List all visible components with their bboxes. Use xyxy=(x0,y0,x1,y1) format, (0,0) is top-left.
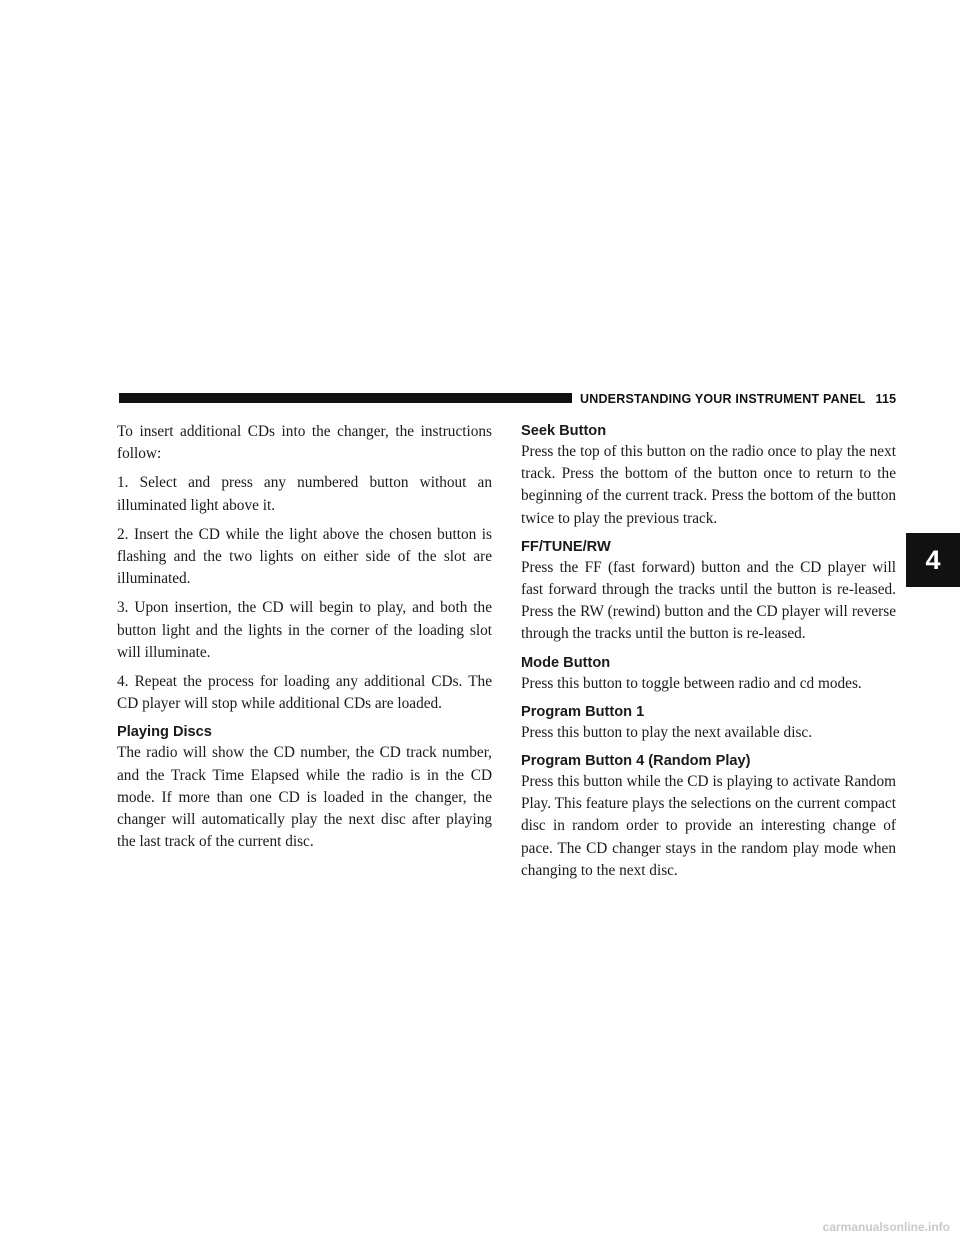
heading-playing-discs: Playing Discs xyxy=(117,724,212,741)
step-3: 3. Upon insertion, the CD will begin to play, and both the button light and the lights in the corner of the loading slot will illuminate. xyxy=(117,599,492,661)
seek-button-body: Press the top of this button on the radio once to play the next track. Press the bottom of the button once to return to the beginning of the current track. Press the bottom of the button twice to play the previous track. xyxy=(521,443,896,527)
mode-button-body: Press this button to toggle between radio and cd modes. xyxy=(521,674,862,692)
heading-seek-button: Seek Button xyxy=(521,423,607,439)
running-header xyxy=(580,391,900,407)
heading-mode-button: Mode Button xyxy=(521,654,611,671)
heading-ff-tune-rw: FF/TUNE/RW xyxy=(521,538,611,555)
chapter-tab: 4 xyxy=(906,533,960,587)
playing-discs-body: The radio will show the CD number, the CD track number, and the Track Time Elapsed while the radio is in the CD mode. If more than one CD is loaded in the changer, the changer will automatically play the next disc after playing the last track of the current disc. xyxy=(117,744,492,851)
page-number: 115 xyxy=(875,392,897,406)
left-column xyxy=(117,421,492,860)
heading-program-button-4: Program Button 4 (Random Play) xyxy=(521,753,751,770)
heading-program-button-1: Program Button 1 xyxy=(521,703,645,720)
step-4: 4. Repeat the process for loading any additional CDs. The CD player will stop while additional CDs are loaded. xyxy=(117,673,492,713)
program-button-1-body: Press this button to play the next available disc. xyxy=(521,723,813,741)
step-1: 1. Select and press any numbered button without an illuminated light above it. xyxy=(117,474,492,514)
watermark: carmanualsonline.info xyxy=(822,1220,950,1234)
header-rule xyxy=(119,393,572,403)
program-button-4-body: Press this button while the CD is playing to activate Random Play. This feature plays the selections on the current compact disc in random order to provide an interesting change of pace. The CD changer stays in the random play mode when changing to the next disc. xyxy=(521,773,896,879)
step-2: 2. Insert the CD while the light above the chosen button is flashing and the two lights on either side of the slot are illuminated. xyxy=(117,525,492,588)
ff-tune-rw-body: Press the FF (fast forward) button and the CD player will fast forward through the tracks until the button is re-leased. Press the RW (rewind) button and the CD player will reverse through the tracks until the button is re-leased. xyxy=(521,558,896,643)
section-title: UNDERSTANDING YOUR INSTRUMENT PANEL xyxy=(580,392,866,406)
right-column xyxy=(521,421,896,889)
intro-paragraph: To insert additional CDs into the changer, the instructions follow: xyxy=(117,423,492,463)
